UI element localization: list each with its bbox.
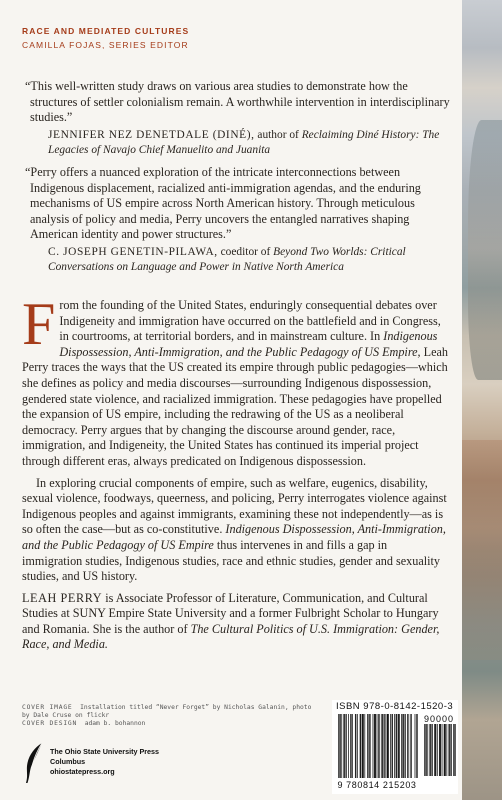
barcode-bar [360,714,361,778]
blurb [25,79,450,158]
barcode-bar [390,714,391,778]
isbn-barcode [332,700,458,794]
barcode-bar [407,714,408,778]
barcode-bar [374,714,375,778]
blurb-quote: “Perry offers a nuanced exploration of the intricate interconnections between Indigenous displacement, racialized anti-immigration agendas, and the enduring mechanisms of US empire across North American history. Through meticulous analysis of policy and media, Perry uncovers the entangled narratives shaping American identity and power structures.” [25,165,421,242]
description-paragraph: From the founding of the United States, enduringly consequential debates over Indigeneity and immigration have occurred on the battlefield and in Congress, in courtrooms, at territorial borders, and in mainstream culture. In Indigenous Dispossession, Anti-Immigration, and the Public Pedagogy of US Empire, Leah Perry traces the ways that the US created its empire through public pedagogies—which she defines as policy and media discourses—surrounding Indigenous dispossession, gendered state violence, and racialized immigration. These pedagogies have propelled the expansion of US empire, including the redrawing of the US as a neoliberal democracy. Perry argues that by changing the discourse around gender, race, immigration, and Indigeneity, the United States has continued its imperial project through different eras, always predicated on Indigenous dispossession. [22,291,448,468]
cover-photo-strip [462,0,502,800]
barcode-bar [415,714,416,778]
blurb [25,165,450,275]
barcode-bar [362,714,363,778]
series-editor: CAMILLA FOJAS, SERIES EDITOR [22,40,189,50]
barcode-bar [426,724,427,776]
blurb-attribution [48,245,450,275]
barcode-bar [444,724,445,776]
barcode-bar [367,714,368,778]
barcode-bar [350,714,351,778]
quill-logo-icon [22,742,44,784]
barcode-bar [375,714,376,778]
barcode-bar [357,714,358,778]
price-code: 90000 [424,714,455,724]
cover-design-credit: adam b. bohannon [84,720,146,728]
blurb-quote: “This well-written study draws on various area studies to demonstrate how the structures of settler colonialism remain. A worthwhile intervention in interdisciplinary studies.” [25,79,450,125]
barcode-bar [454,724,455,776]
barcode-bar [362,714,363,778]
barcode-bar [449,724,450,776]
drop-cap: F [22,291,56,357]
barcode-bar [399,714,400,778]
barcode-bar [379,714,380,778]
blurb-author-book: Beyond Two Worlds: Critical Conversations on Language and Power in Native North America [48,245,406,273]
barcode-bar [355,714,356,778]
barcode-bar [341,714,342,778]
author-previous-book: The Cultural Politics of U.S. Immigration: Gender, Race, and Media. [22,621,440,652]
barcode-bar [356,714,357,778]
barcode-bar [401,714,402,778]
barcode-bar [370,714,371,778]
barcode-bar [387,714,388,778]
description-paragraph: In exploring crucial components of empire, such as welfare, eugenics, disability, sexual violence, foodways, queerness, and policing, Perry interrogates violence against Indigenous peoples and against immigrants, examining these not independently—as is so often the case—but as co-constitutive. Indigenous Dispossession, Anti-Immigration, and the Public Pedagogy of US Empire thus intervenes in and fills a gap in immigration studies, Indigenous studies, race and ethnic studies, gender and sexuality studies, and US history. [22,475,447,584]
barcode-bar [392,714,393,778]
barcode-bars [338,714,418,778]
barcode-bar [408,714,409,778]
barcode-bar [351,714,352,778]
barcode-bar [424,724,425,776]
barcode-digits: 9 780814 215203 [337,780,417,790]
barcode-bar [437,724,438,776]
barcode-bar [405,714,406,778]
barcode-bar [396,714,397,778]
barcode-addon-bars [424,724,456,776]
barcode-bar [440,724,441,776]
series-title: RACE AND MEDIATED CULTURES [22,26,190,36]
barcode-bar [451,724,452,776]
barcode-bar [403,714,404,778]
barcode-bar [398,714,399,778]
barcode-bar [385,714,386,778]
barcode-bar [416,714,417,778]
barcode-bar [402,714,403,778]
barcode-bar [445,724,446,776]
barcode-bar [345,714,346,778]
barcode-bar [340,714,341,778]
barcode-bar [436,724,437,776]
barcode-bar [382,714,383,778]
barcode-bar [343,714,344,778]
barcode-bar [338,714,339,778]
blurb-author-role: coeditor of [217,245,274,258]
barcode-bar [368,714,369,778]
barcode-bar [432,724,433,776]
barcode-bar [439,724,440,776]
blurb-author: JENNIFER NEZ DENETDALE (DINÉ), [48,128,255,141]
barcode-bar [363,714,364,778]
cover-credits [22,704,322,729]
barcode-bar [446,724,447,776]
barcode-bar [404,714,405,778]
barcode-bar [381,714,382,778]
isbn-label: ISBN 978-0-8142-1520-3 [336,701,454,712]
barcode-bar [377,714,378,778]
barcode-bar [394,714,395,778]
cover-image-label: COVER IMAGE [22,704,73,711]
book-title: Indigenous Dispossession, Anti-Immigration, and the Public Pedagogy of US Empire, [59,329,438,359]
barcode-bar [398,714,399,778]
author-bio: LEAH PERRY is Associate Professor of Literature, Communication, and Cultural Studies at SUNY Empire State University and a former Fulbright Scholar to Hungary and Romania. She is the author of The Cultural Politics of U.S. Immigration: Gender, Race, and Media. [22,590,440,652]
barcode-bar [369,714,370,778]
cover-image-credit: Installation titled “Never Forget” by Nicholas Galanin, photo by Dale Cruse on flickr [22,704,312,720]
barcode-bar [352,714,353,778]
barcode-bar [396,714,397,778]
barcode-bar [383,714,384,778]
barcode-bar [346,714,347,778]
author-name: LEAH PERRY [22,590,103,605]
barcode-bar [427,724,428,776]
barcode-bar [375,714,376,778]
blurb-author-role: author of [254,128,302,141]
publisher-info [50,747,159,777]
barcode-bar [378,714,379,778]
barcode-bar [449,724,450,776]
blurb-author: C. JOSEPH GENETIN-PILAWA, [48,245,218,258]
barcode-bar [384,714,385,778]
barcode-bar [364,714,365,778]
barcode-bar [430,724,431,776]
barcode-bar [373,714,374,778]
blurb-attribution [48,128,450,158]
publisher-name: The Ohio State University Press [50,747,160,756]
publisher-url: ohiostatepress.org [50,767,115,776]
blurb-author-book: Reclaiming Diné History: The Legacies of Navajo Chief Manuelito and Juanita [48,128,440,156]
barcode-bar [431,724,432,776]
cover-design-label: COVER DESIGN [22,720,78,728]
barcode-bar [387,714,388,778]
barcode-bar [435,724,436,776]
book-description [22,291,450,659]
barcode-bar [411,714,412,778]
barcode-bar [339,714,340,778]
barcode-bar [453,724,454,776]
barcode-bar [440,724,441,776]
barcode-bar [434,724,435,776]
barcode-bar [442,724,443,776]
barcode-bar [344,714,345,778]
barcode-bar [388,714,389,778]
book-title: Indigenous Dispossession, Anti-Immigration, and the Public Pedagogy of US Empire [22,522,446,552]
barcode-bar [429,724,430,776]
barcode-bar [455,724,456,776]
barcode-bar [392,714,393,778]
barcode-bar [450,724,451,776]
barcode-bar [360,714,361,778]
barcode-bar [348,714,349,778]
barcode-bar [444,724,445,776]
barcode-bar [410,714,411,778]
publisher-city: Columbus [50,757,86,766]
barcode-bar [417,714,418,778]
barcode-bar [425,724,426,776]
